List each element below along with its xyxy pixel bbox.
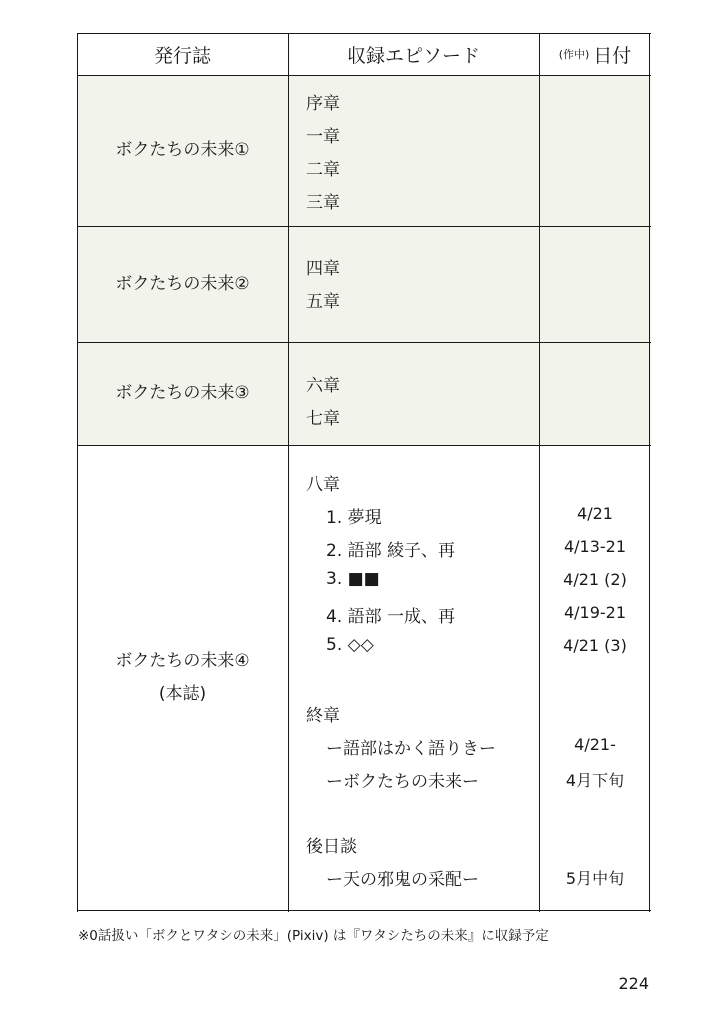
chapter-label: 終章	[306, 706, 340, 726]
episode-item: ー天の邪鬼の采配ー	[326, 870, 479, 890]
episode-date: 4/19-21	[563, 603, 627, 622]
publication-title: ボクたちの未来④ (本誌)	[77, 445, 288, 910]
publication-title: ボクたちの未来③	[115, 383, 250, 403]
episode-item: 六章	[306, 376, 340, 396]
episode-date: 5月中旬	[565, 869, 625, 888]
episode-item: 1. 夢現	[326, 508, 382, 528]
episode-item: 三章	[306, 193, 340, 213]
episode-table	[77, 33, 651, 912]
page-number: 224	[618, 974, 649, 993]
episode-date: 4月下旬	[565, 771, 625, 790]
chapter-label: 後日談	[306, 837, 357, 857]
episode-date: 4/21 (2)	[563, 570, 627, 589]
publication-subtitle: (本誌)	[158, 683, 207, 704]
episode-date: 4/21	[577, 504, 613, 523]
footnote: ※0話扱い「ボクとワタシの未来」(Pixiv) は『ワタシたちの未来』に収録予定	[78, 928, 549, 944]
episode-item: 3. ■■	[326, 569, 380, 589]
episode-item: 2. 語部 綾子、再	[326, 541, 456, 561]
episode-item: ーボクたちの未来ー	[326, 772, 479, 792]
episode-item: 五章	[306, 292, 340, 312]
episode-item: 4. 語部 一成、再	[326, 607, 456, 627]
episode-item: 一章	[306, 127, 340, 147]
header-publication: 発行誌	[153, 44, 211, 67]
publication-title: ボクたちの未来②	[115, 273, 250, 294]
episode-date: 4/21-	[574, 735, 616, 754]
episode-item: 二章	[306, 160, 340, 180]
table-border-bottom	[77, 910, 651, 911]
header-episodes: 収録エピソード	[346, 44, 480, 67]
episode-item: ー語部はかく語りきー	[326, 739, 496, 759]
header-date-note: (作中)	[558, 48, 590, 61]
episode-date: 4/13-21	[563, 537, 627, 556]
episode-item: 序章	[306, 94, 340, 114]
publication-title: ボクたちの未来①	[115, 140, 250, 160]
episode-item: 七章	[306, 409, 340, 429]
chapter-label: 八章	[306, 475, 340, 495]
header-date-label: 日付	[593, 44, 632, 67]
episode-item: 四章	[306, 259, 340, 279]
episode-date: 4/21 (3)	[563, 636, 627, 655]
episode-item: 5. ◇◇	[326, 635, 374, 655]
column-divider	[288, 33, 289, 912]
header-date	[539, 33, 651, 75]
